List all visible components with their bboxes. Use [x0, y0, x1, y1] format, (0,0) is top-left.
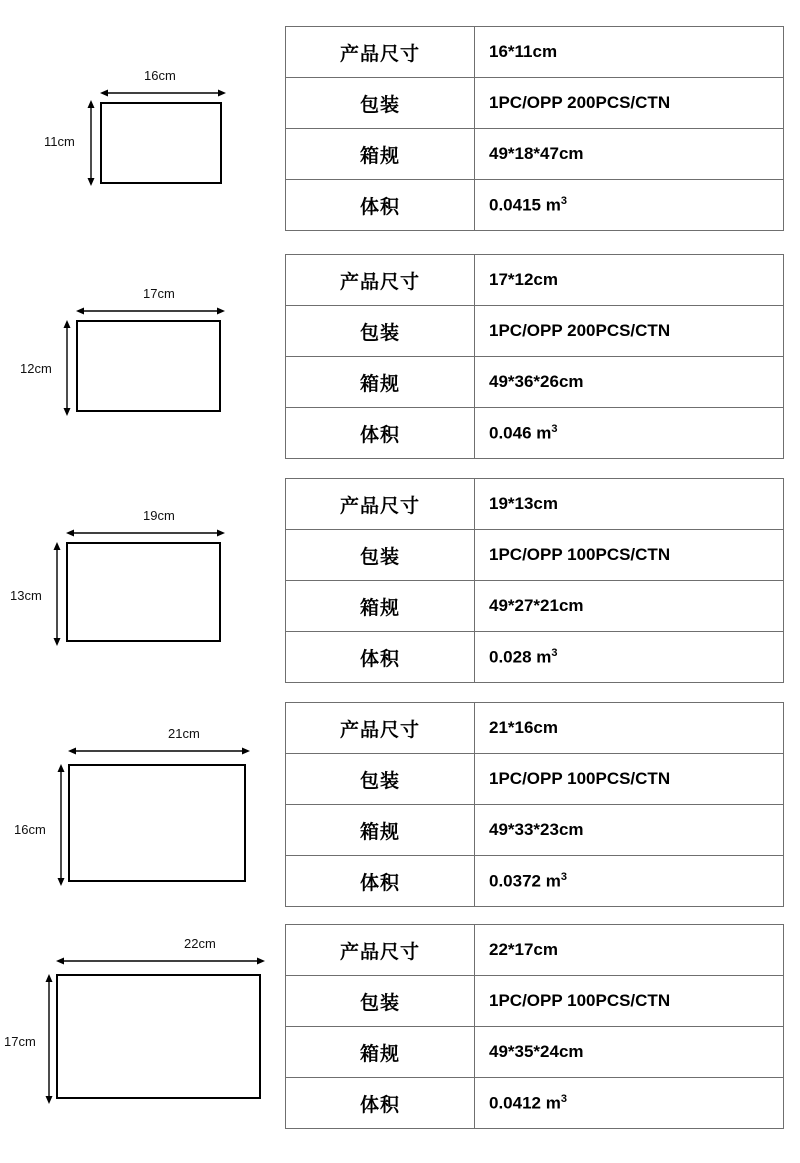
row-value-carton: 49*18*47cm — [475, 129, 784, 180]
row-value-packing: 1PC/OPP 200PCS/CTN — [475, 78, 784, 129]
row-label-packing: 包装 — [286, 306, 475, 357]
height-label: 17cm — [4, 1034, 36, 1049]
row-value-volume — [475, 180, 784, 231]
table-row — [286, 805, 784, 856]
width-label: 17cm — [143, 286, 175, 301]
height-arrow-icon — [44, 974, 54, 1104]
row-label-packing: 包装 — [286, 976, 475, 1027]
table-row — [286, 479, 784, 530]
table-row — [286, 255, 784, 306]
volume-number: 0.028 — [489, 647, 532, 667]
spec-table-wrap — [285, 924, 800, 1129]
table-row — [286, 754, 784, 805]
spec-table — [285, 924, 784, 1129]
table-row — [286, 129, 784, 180]
row-label-volume: 体积 — [286, 408, 475, 459]
table-row — [286, 306, 784, 357]
product-diagram — [0, 702, 285, 902]
volume-unit: m — [536, 423, 552, 443]
row-value-size: 16*11cm — [475, 27, 784, 78]
row-label-packing: 包装 — [286, 78, 475, 129]
spec-block — [0, 924, 800, 1144]
row-label-carton: 箱规 — [286, 1027, 475, 1078]
row-value-packing: 1PC/OPP 200PCS/CTN — [475, 306, 784, 357]
row-label-packing: 包装 — [286, 754, 475, 805]
row-value-carton: 49*27*21cm — [475, 581, 784, 632]
product-outline — [100, 102, 222, 184]
row-label-size: 产品尺寸 — [286, 255, 475, 306]
table-row — [286, 1078, 784, 1129]
width-label: 22cm — [184, 936, 216, 951]
height-label: 12cm — [20, 361, 52, 376]
table-row — [286, 976, 784, 1027]
width-arrow-icon — [68, 746, 250, 756]
width-arrow-icon — [100, 88, 226, 98]
row-value-volume — [475, 1078, 784, 1129]
width-label: 21cm — [168, 726, 200, 741]
table-row — [286, 1027, 784, 1078]
height-label: 16cm — [14, 822, 46, 837]
volume-exponent: 3 — [560, 870, 567, 883]
product-outline — [56, 974, 261, 1099]
row-value-size: 22*17cm — [475, 925, 784, 976]
height-arrow-icon — [62, 320, 72, 416]
volume-number: 0.0412 — [489, 1093, 541, 1113]
height-arrow-icon — [86, 100, 96, 186]
row-value-volume — [475, 632, 784, 683]
row-value-size: 21*16cm — [475, 703, 784, 754]
row-label-carton: 箱规 — [286, 129, 475, 180]
width-arrow-icon — [56, 956, 265, 966]
width-arrow-icon — [66, 528, 225, 538]
table-row — [286, 581, 784, 632]
spec-table — [285, 26, 784, 231]
spec-table-wrap — [285, 702, 800, 907]
product-outline — [68, 764, 246, 882]
table-row — [286, 632, 784, 683]
volume-exponent: 3 — [551, 422, 558, 435]
volume-number: 0.046 — [489, 423, 532, 443]
product-outline — [66, 542, 221, 642]
row-value-size: 17*12cm — [475, 255, 784, 306]
table-row — [286, 530, 784, 581]
row-label-volume: 体积 — [286, 180, 475, 231]
volume-unit: m — [545, 195, 561, 215]
width-arrow-icon — [76, 306, 225, 316]
spec-table — [285, 478, 784, 683]
spec-block — [0, 0, 800, 254]
product-diagram — [0, 924, 285, 1124]
spec-block — [0, 702, 800, 924]
table-row — [286, 925, 784, 976]
spec-table — [285, 702, 784, 907]
row-value-volume — [475, 856, 784, 907]
height-arrow-icon — [56, 764, 66, 886]
table-row — [286, 78, 784, 129]
volume-exponent: 3 — [551, 646, 558, 659]
row-label-volume: 体积 — [286, 856, 475, 907]
row-label-size: 产品尺寸 — [286, 27, 475, 78]
table-row — [286, 180, 784, 231]
row-value-carton: 49*33*23cm — [475, 805, 784, 856]
row-label-packing: 包装 — [286, 530, 475, 581]
row-value-size: 19*13cm — [475, 479, 784, 530]
row-label-size: 产品尺寸 — [286, 925, 475, 976]
table-row — [286, 408, 784, 459]
table-row — [286, 856, 784, 907]
height-arrow-icon — [52, 542, 62, 646]
spec-table-wrap — [285, 26, 800, 231]
width-label: 16cm — [144, 68, 176, 83]
row-label-size: 产品尺寸 — [286, 479, 475, 530]
spec-table-wrap — [285, 478, 800, 683]
width-label: 19cm — [143, 508, 175, 523]
product-outline — [76, 320, 221, 412]
table-row — [286, 27, 784, 78]
volume-unit: m — [536, 647, 552, 667]
row-label-carton: 箱规 — [286, 805, 475, 856]
product-diagram — [0, 26, 285, 226]
row-value-packing: 1PC/OPP 100PCS/CTN — [475, 754, 784, 805]
row-value-carton: 49*35*24cm — [475, 1027, 784, 1078]
row-value-packing: 1PC/OPP 100PCS/CTN — [475, 530, 784, 581]
volume-number: 0.0415 — [489, 195, 541, 215]
spec-table-wrap — [285, 254, 800, 459]
row-value-packing: 1PC/OPP 100PCS/CTN — [475, 976, 784, 1027]
height-label: 11cm — [44, 134, 75, 149]
volume-number: 0.0372 — [489, 871, 541, 891]
volume-exponent: 3 — [560, 194, 567, 207]
product-diagram — [0, 478, 285, 678]
volume-unit: m — [545, 871, 561, 891]
spec-block — [0, 478, 800, 702]
row-value-carton: 49*36*26cm — [475, 357, 784, 408]
table-row — [286, 703, 784, 754]
spec-block — [0, 254, 800, 478]
spec-table — [285, 254, 784, 459]
row-label-volume: 体积 — [286, 1078, 475, 1129]
volume-exponent: 3 — [560, 1092, 567, 1105]
volume-unit: m — [545, 1093, 561, 1113]
product-diagram — [0, 254, 285, 454]
row-label-size: 产品尺寸 — [286, 703, 475, 754]
table-row — [286, 357, 784, 408]
row-label-carton: 箱规 — [286, 357, 475, 408]
row-value-volume — [475, 408, 784, 459]
row-label-carton: 箱规 — [286, 581, 475, 632]
height-label: 13cm — [10, 588, 42, 603]
row-label-volume: 体积 — [286, 632, 475, 683]
